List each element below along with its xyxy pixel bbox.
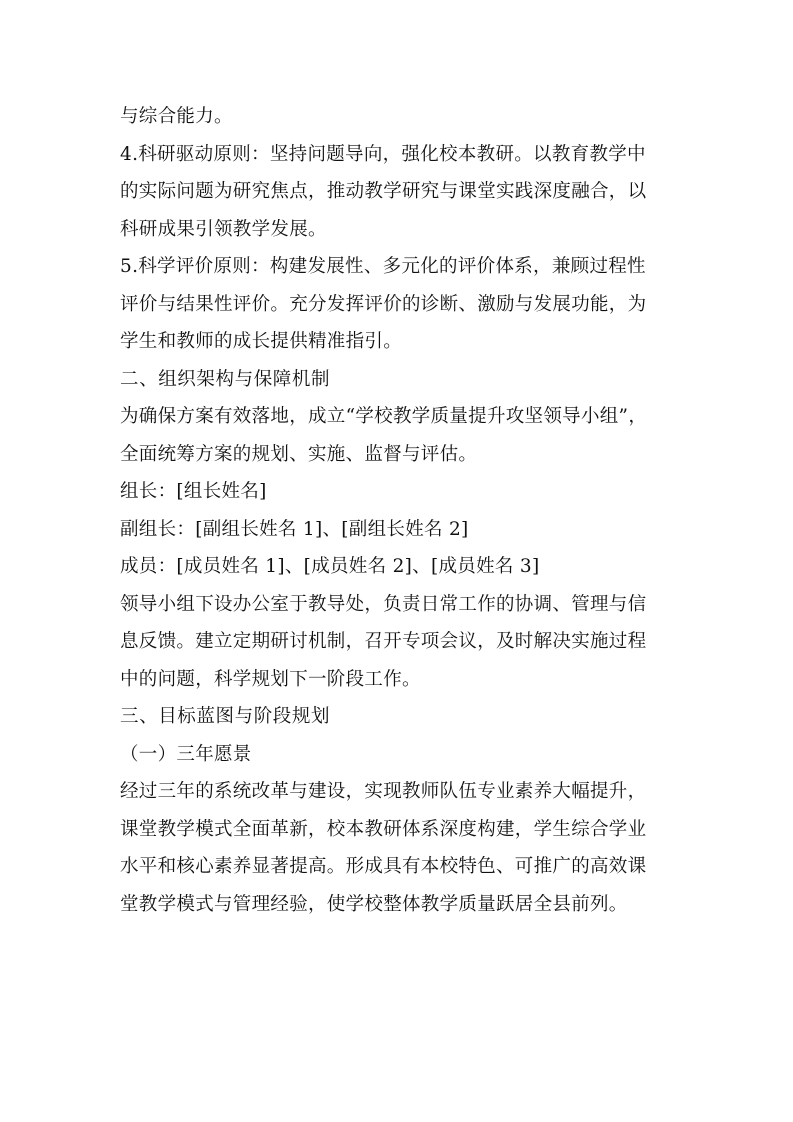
- subsection-heading: （一）三年愿景: [120, 743, 252, 765]
- paragraph-line: 成员：[成员姓名 1]、[成员姓名 2]、[成员姓名 3]: [120, 556, 540, 577]
- paragraph-line: 副组长：[副组长姓名 1]、[副组长姓名 2]: [120, 518, 469, 540]
- paragraph-line: 5.科学评价原则：构建发展性、多元化的评价体系，兼顾过程性: [120, 256, 646, 277]
- paragraph-line: 评价与结果性评价。充分发挥评价的诊断、激励与发展功能，为: [120, 293, 647, 315]
- paragraph-line: 的实际问题为研究焦点，推动教学研究与课堂实践深度融合，以: [120, 181, 647, 202]
- paragraph-line: 科研成果引领教学发展。: [120, 218, 327, 240]
- paragraph-line: 为确保方案有效落地，成立“学校教学质量提升攻坚领导小组”，: [120, 406, 648, 427]
- paragraph-line: 中的问题，科学规划下一阶段工作。: [120, 668, 421, 690]
- paragraph-line: 堂教学模式与管理经验，使学校整体教学质量跃居全县前列。: [120, 893, 628, 915]
- document-body: [120, 98, 680, 923]
- paragraph-line: 水平和核心素养显著提高。形成具有本校特色、可推广的高效课: [120, 856, 647, 877]
- paragraph-line: 息反馈。建立定期研讨机制，召开专项会议，及时解决实施过程: [120, 631, 647, 652]
- paragraph-line: 经过三年的系统改革与建设，实现教师队伍专业素养大幅提升，: [120, 781, 647, 802]
- section-heading: 三、目标蓝图与阶段规划: [120, 706, 331, 727]
- paragraph-line: 与综合能力。: [120, 106, 233, 127]
- paragraph-line: 领导小组下设办公室于教导处，负责日常工作的协调、管理与信: [120, 593, 647, 615]
- section-heading: 二、组织架构与保障机制: [120, 368, 331, 390]
- paragraph-line: 全面统筹方案的规划、实施、监督与评估。: [120, 443, 478, 465]
- paragraph-line: 组长：[组长姓名]: [120, 481, 267, 502]
- paragraph-line: 4.科研驱动原则：坚持问题导向，强化校本教研。以教育教学中: [120, 143, 646, 165]
- paragraph-line: 学生和教师的成长提供精准指引。: [120, 331, 403, 352]
- paragraph-line: 课堂教学模式全面革新，校本教研体系深度构建，学生综合学业: [120, 818, 647, 840]
